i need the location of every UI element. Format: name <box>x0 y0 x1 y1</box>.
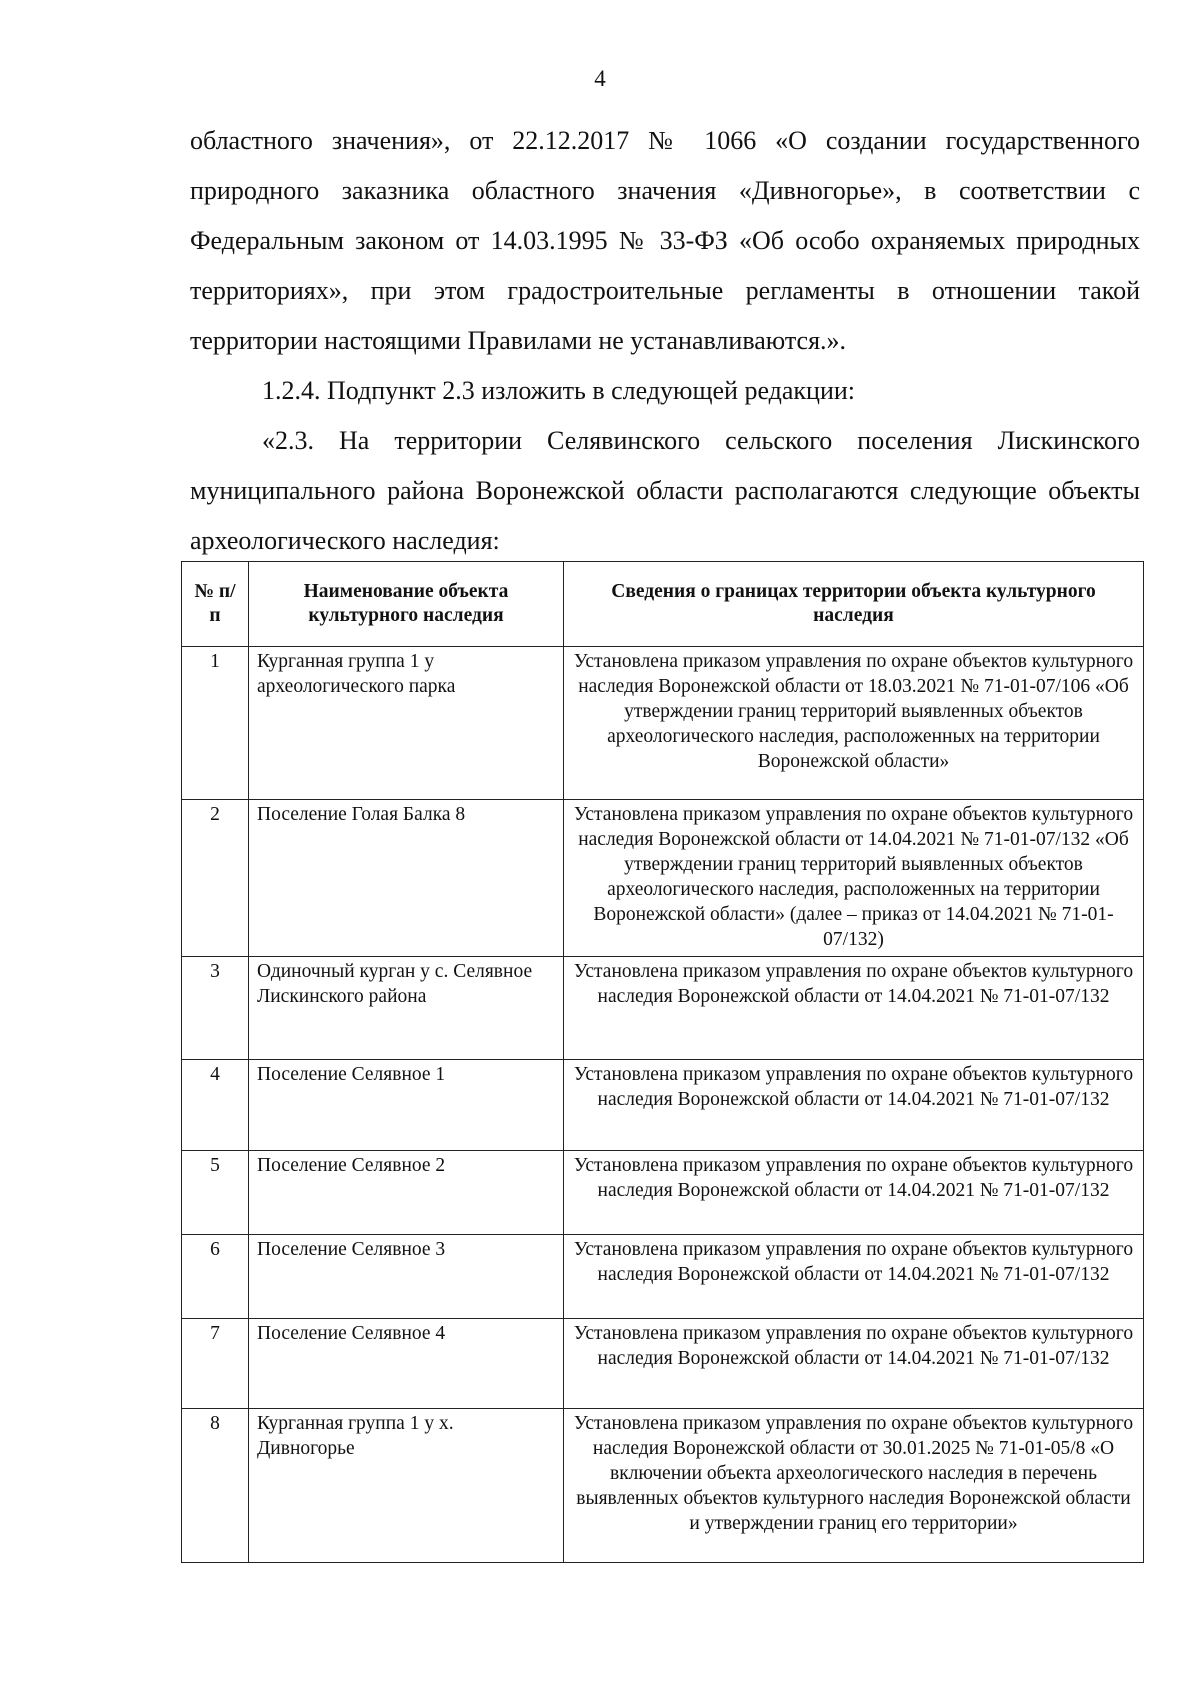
row-territory-info: Установлена приказом управления по охране объектов культурного наследия Воронежской области от 14.04.2021 № 71-01-07/132 <box>564 1235 1144 1319</box>
row-number: 3 <box>182 957 249 1060</box>
row-object-name: Курганная группа 1 у х. Дивногорье <box>249 1409 564 1563</box>
heritage-objects-table <box>181 561 1144 1563</box>
row-object-name: Поселение Селявное 4 <box>249 1319 564 1409</box>
table-row <box>182 1151 1144 1235</box>
header-object-name: Наименование объекта культурного наследия <box>249 562 564 647</box>
paragraph-objects-intro <box>190 416 1140 566</box>
paragraph-continuation <box>190 116 1140 366</box>
row-territory-info: Установлена приказом управления по охране объектов культурного наследия Воронежской области от 30.01.2025 № 71-01-05/8 «О включении объекта археологического наследия в перечень выявленных объектов культурного наследия Воронежской области и утверждении границ его территории» <box>564 1409 1144 1563</box>
table-row <box>182 1060 1144 1151</box>
row-object-name: Поселение Селявное 1 <box>249 1060 564 1151</box>
row-number: 1 <box>182 647 249 800</box>
page-number: 4 <box>594 66 606 91</box>
row-territory-info: Установлена приказом управления по охране объектов культурного наследия Воронежской области от 14.04.2021 № 71-01-07/132 <box>564 1060 1144 1151</box>
row-object-name: Поселение Селявное 3 <box>249 1235 564 1319</box>
paragraph-text: «2.3. На территории Селявинского сельского поселения Лискинского муниципального района Воронежской области располагаются следующие объекты археологического наследия: <box>190 426 1140 555</box>
row-number: 4 <box>182 1060 249 1151</box>
paragraph-text: 1.2.4. Подпункт 2.3 изложить в следующей редакции: <box>262 376 856 405</box>
paragraph-text: областного значения», от 22.12.2017 № 1066 «О создании государственного природного заказника областного значения «Дивногорье», в соответствии с Федеральным законом от 14.03.1995 № 33-ФЗ «Об особо охраняемых природных территориях», при этом градостроительные регламенты в отношении такой территории настоящими Правилами не устанавливаются.». <box>190 126 1140 355</box>
row-object-name: Поселение Селявное 2 <box>249 1151 564 1235</box>
table-row <box>182 1319 1144 1409</box>
row-number: 7 <box>182 1319 249 1409</box>
row-territory-info: Установлена приказом управления по охране объектов культурного наследия Воронежской области от 14.04.2021 № 71-01-07/132 <box>564 1319 1144 1409</box>
row-number: 5 <box>182 1151 249 1235</box>
row-territory-info: Установлена приказом управления по охране объектов культурного наследия Воронежской области от 14.04.2021 № 71-01-07/132 <box>564 957 1144 1060</box>
table-row <box>182 1235 1144 1319</box>
row-object-name: Одиночный курган у с. Селявное Лискинского района <box>249 957 564 1060</box>
table-row <box>182 1409 1144 1563</box>
row-object-name: Поселение Голая Балка 8 <box>249 800 564 957</box>
row-number: 8 <box>182 1409 249 1563</box>
row-territory-info: Установлена приказом управления по охране объектов культурного наследия Воронежской области от 14.04.2021 № 71-01-07/132 <box>564 1151 1144 1235</box>
header-territory-info: Сведения о границах территории объекта культурного наследия <box>564 562 1144 647</box>
row-territory-info: Установлена приказом управления по охране объектов культурного наследия Воронежской области от 18.03.2021 № 71-01-07/106 «Об утверждении границ территорий выявленных объектов археологического наследия, расположенных на территории Воронежской области» <box>564 647 1144 800</box>
table-row <box>182 957 1144 1060</box>
row-number: 6 <box>182 1235 249 1319</box>
row-number: 2 <box>182 800 249 957</box>
table-header-row <box>182 562 1144 647</box>
row-territory-info: Установлена приказом управления по охране объектов культурного наследия Воронежской области от 14.04.2021 № 71-01-07/132 «Об утверждении границ территорий выявленных объектов археологического наследия, расположенных на территории Воронежской области» (далее – приказ от 14.04.2021 № 71-01-07/132) <box>564 800 1144 957</box>
table-row <box>182 647 1144 800</box>
paragraph-amendment <box>190 366 1140 416</box>
row-object-name: Курганная группа 1 у археологического парка <box>249 647 564 800</box>
header-number: № п/п <box>182 562 249 647</box>
table-row <box>182 800 1144 957</box>
